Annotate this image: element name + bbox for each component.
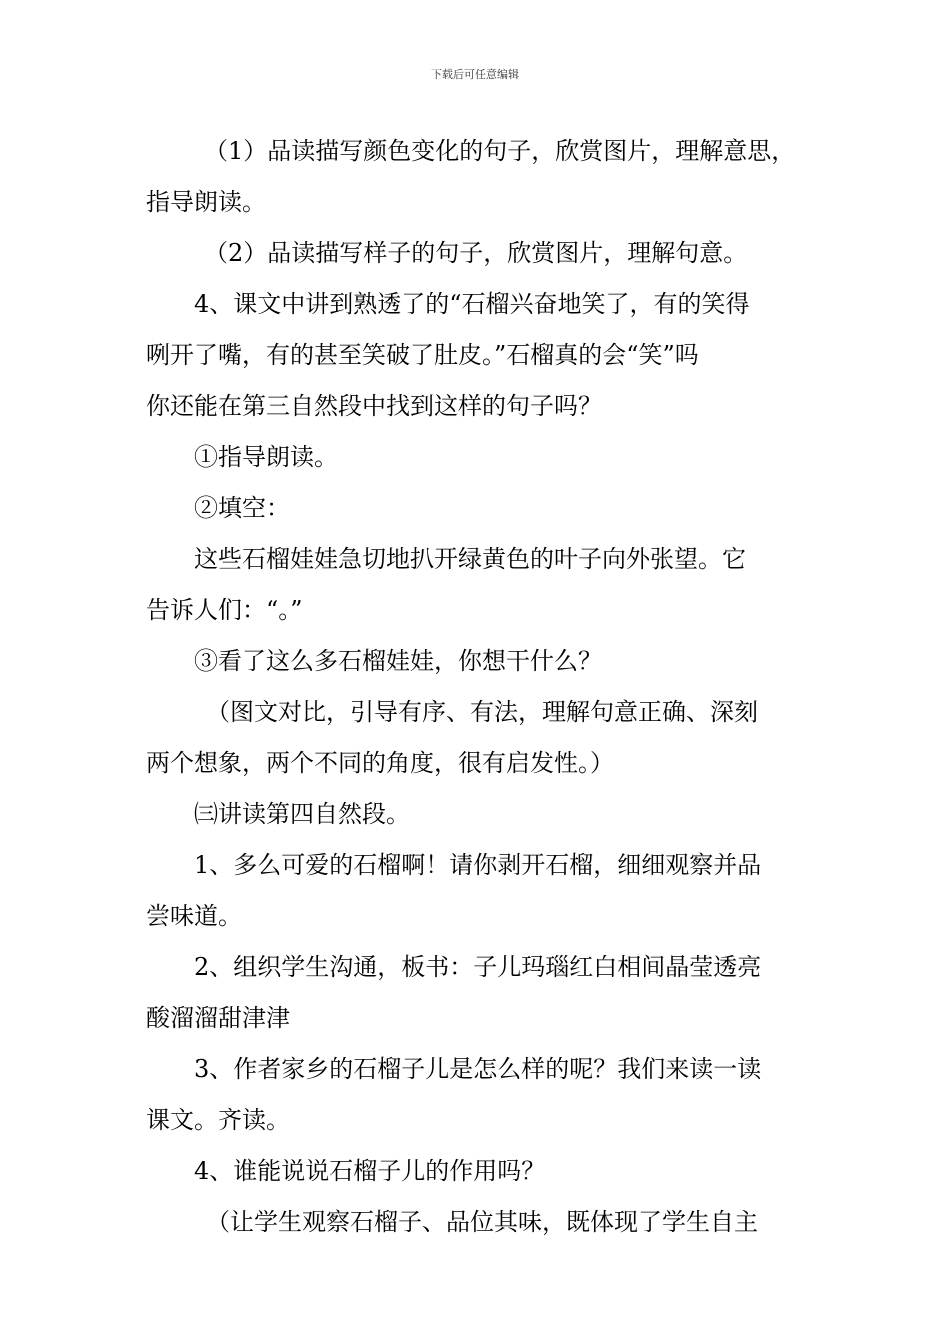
paragraph-line: 指导朗读。 [146,188,266,216]
paragraph-line: ③看了这么多石榴娃娃，你想干什么？ [194,647,602,675]
paragraph-line: （图文对比，引导有序、有法，理解句意正确、深刻 [206,698,758,726]
page-header: 下载后可任意编辑 [431,68,519,81]
paragraph-line: 4、课文中讲到熟透了的“石榴兴奋地笑了，有的笑得 [194,290,750,318]
paragraph-line: ㈢讲读第四自然段。 [194,800,410,828]
document-body [146,128,810,1250]
paragraph-line: ①指导朗读。 [194,443,338,471]
paragraph-line: （2）品读描写样子的句子，欣赏图片，理解句意。 [204,239,748,267]
paragraph-line: 告诉人们：“。” [146,596,303,624]
paragraph-line: ②填空： [194,494,290,522]
paragraph-line: 咧开了嘴，有的甚至笑破了肚皮。”石榴真的会“笑”吗 [146,341,699,369]
paragraph-line: 4、谁能说说石榴子儿的作用吗？ [194,1157,546,1185]
paragraph-line: 两个想象，两个不同的角度，很有启发性。） [146,749,614,777]
paragraph-line: 这些石榴娃娃急切地扒开绿黄色的叶子向外张望。它 [194,545,746,573]
paragraph-line: 课文。齐读。 [146,1106,290,1134]
paragraph-line: 酸溜溜甜津津 [146,1004,290,1032]
paragraph-line: 3、作者家乡的石榴子儿是怎么样的呢？我们来读一读 [194,1055,762,1083]
paragraph-line: 尝味道。 [146,902,242,930]
paragraph-line: （让学生观察石榴子、品位其味，既体现了学生自主 [206,1208,758,1236]
paragraph-line: 你还能在第三自然段中找到这样的句子吗？ [146,392,602,420]
paragraph-line: 1、多么可爱的石榴啊！请你剥开石榴，细细观察并品 [194,851,762,879]
paragraph-line: （1）品读描写颜色变化的句子，欣赏图片，理解意思， [204,137,796,165]
paragraph-line: 2、组织学生沟通，板书：子儿玛瑙红白相间晶莹透亮 [194,953,762,981]
